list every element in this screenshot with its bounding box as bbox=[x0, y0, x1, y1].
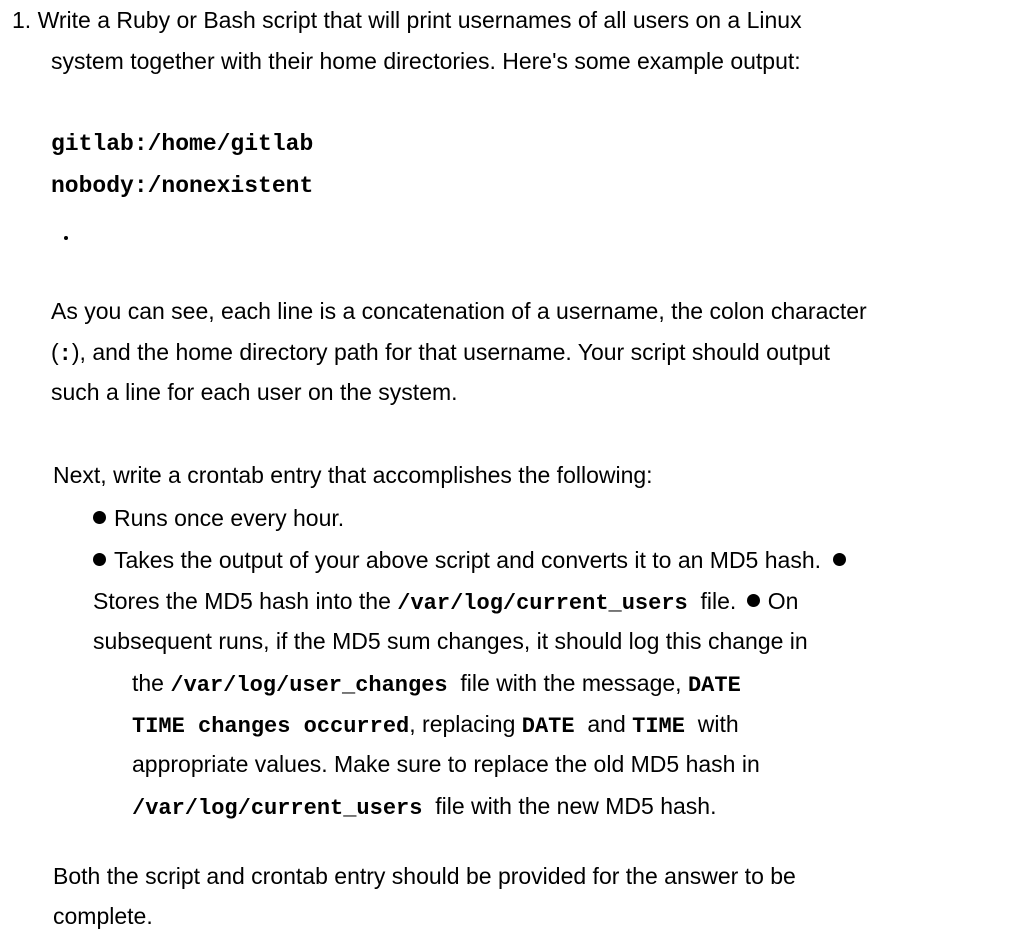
code-time-2: TIME bbox=[632, 714, 685, 739]
crontab-heading: Next, write a crontab entry that accomplishes the following: bbox=[53, 462, 653, 488]
bullet-text-3-pre: Stores the MD5 hash into the bbox=[93, 588, 391, 614]
bullet-item-4-line4 bbox=[132, 709, 739, 742]
bullet-icon bbox=[747, 594, 760, 607]
bullet-item-4-line5: appropriate values. Make sure to replace the old MD5 hash in bbox=[132, 751, 760, 777]
bullet-item-2 bbox=[93, 545, 854, 575]
example-output-line2: nobody:/nonexistent bbox=[51, 173, 314, 199]
conclusion-line1: Both the script and crontab entry should be provided for the answer to be bbox=[53, 863, 796, 889]
explanation-paren-open: ( bbox=[51, 339, 59, 365]
bullet-text-3-mid: file. bbox=[700, 588, 737, 614]
conclusion-line2: complete. bbox=[53, 903, 153, 929]
bullet-icon bbox=[833, 553, 846, 566]
bullet-item-4-line3 bbox=[132, 668, 741, 701]
example-output-line1: gitlab:/home/gitlab bbox=[51, 131, 314, 157]
bullet-item-1 bbox=[93, 503, 344, 533]
bullet-text-2: Takes the output of your above script and converts it to an MD5 hash. bbox=[114, 547, 822, 573]
explanation-line3: such a line for each user on the system. bbox=[51, 379, 458, 405]
text-replacing: , replacing bbox=[409, 711, 516, 737]
question-intro-line2: system together with their home directories. Here's some example output: bbox=[51, 48, 801, 74]
explanation-line1: As you can see, each line is a concatenation of a username, the colon character bbox=[51, 298, 867, 324]
bullet-icon bbox=[93, 511, 106, 524]
question-intro-text1: Write a Ruby or Bash script that will print usernames of all users on a Linux bbox=[37, 7, 802, 33]
text-with: with bbox=[697, 711, 739, 737]
ellipsis-dot bbox=[64, 236, 68, 240]
bullet-item-4-line6 bbox=[132, 791, 716, 824]
code-time-changes: TIME changes occurred bbox=[132, 714, 410, 739]
text-the: the bbox=[132, 670, 164, 696]
question-intro-line1 bbox=[12, 5, 802, 35]
bullet-icon bbox=[93, 553, 106, 566]
path-current-users: /var/log/current_users bbox=[397, 591, 688, 616]
bullet-text-4-start: On bbox=[767, 588, 799, 614]
text-final: file with the new MD5 hash. bbox=[435, 793, 717, 819]
explanation-line2 bbox=[51, 337, 830, 370]
bullet-text-1: Runs once every hour. bbox=[114, 505, 345, 531]
question-number: 1. bbox=[12, 7, 32, 33]
bullet-item-4-line2: subsequent runs, if the MD5 sum changes, it should log this change in bbox=[93, 628, 808, 654]
text-and: and bbox=[587, 711, 626, 737]
text-message: file with the message, bbox=[460, 670, 682, 696]
path-user-changes: /var/log/user_changes bbox=[170, 673, 448, 698]
code-date-2: DATE bbox=[521, 714, 575, 739]
bullet-item-3 bbox=[93, 586, 798, 619]
path-current-users-2: /var/log/current_users bbox=[132, 796, 423, 821]
code-date: DATE bbox=[687, 673, 741, 698]
explanation-line2-rest: ), and the home directory path for that username. Your script should output bbox=[71, 339, 831, 365]
colon-code: : bbox=[58, 342, 72, 367]
